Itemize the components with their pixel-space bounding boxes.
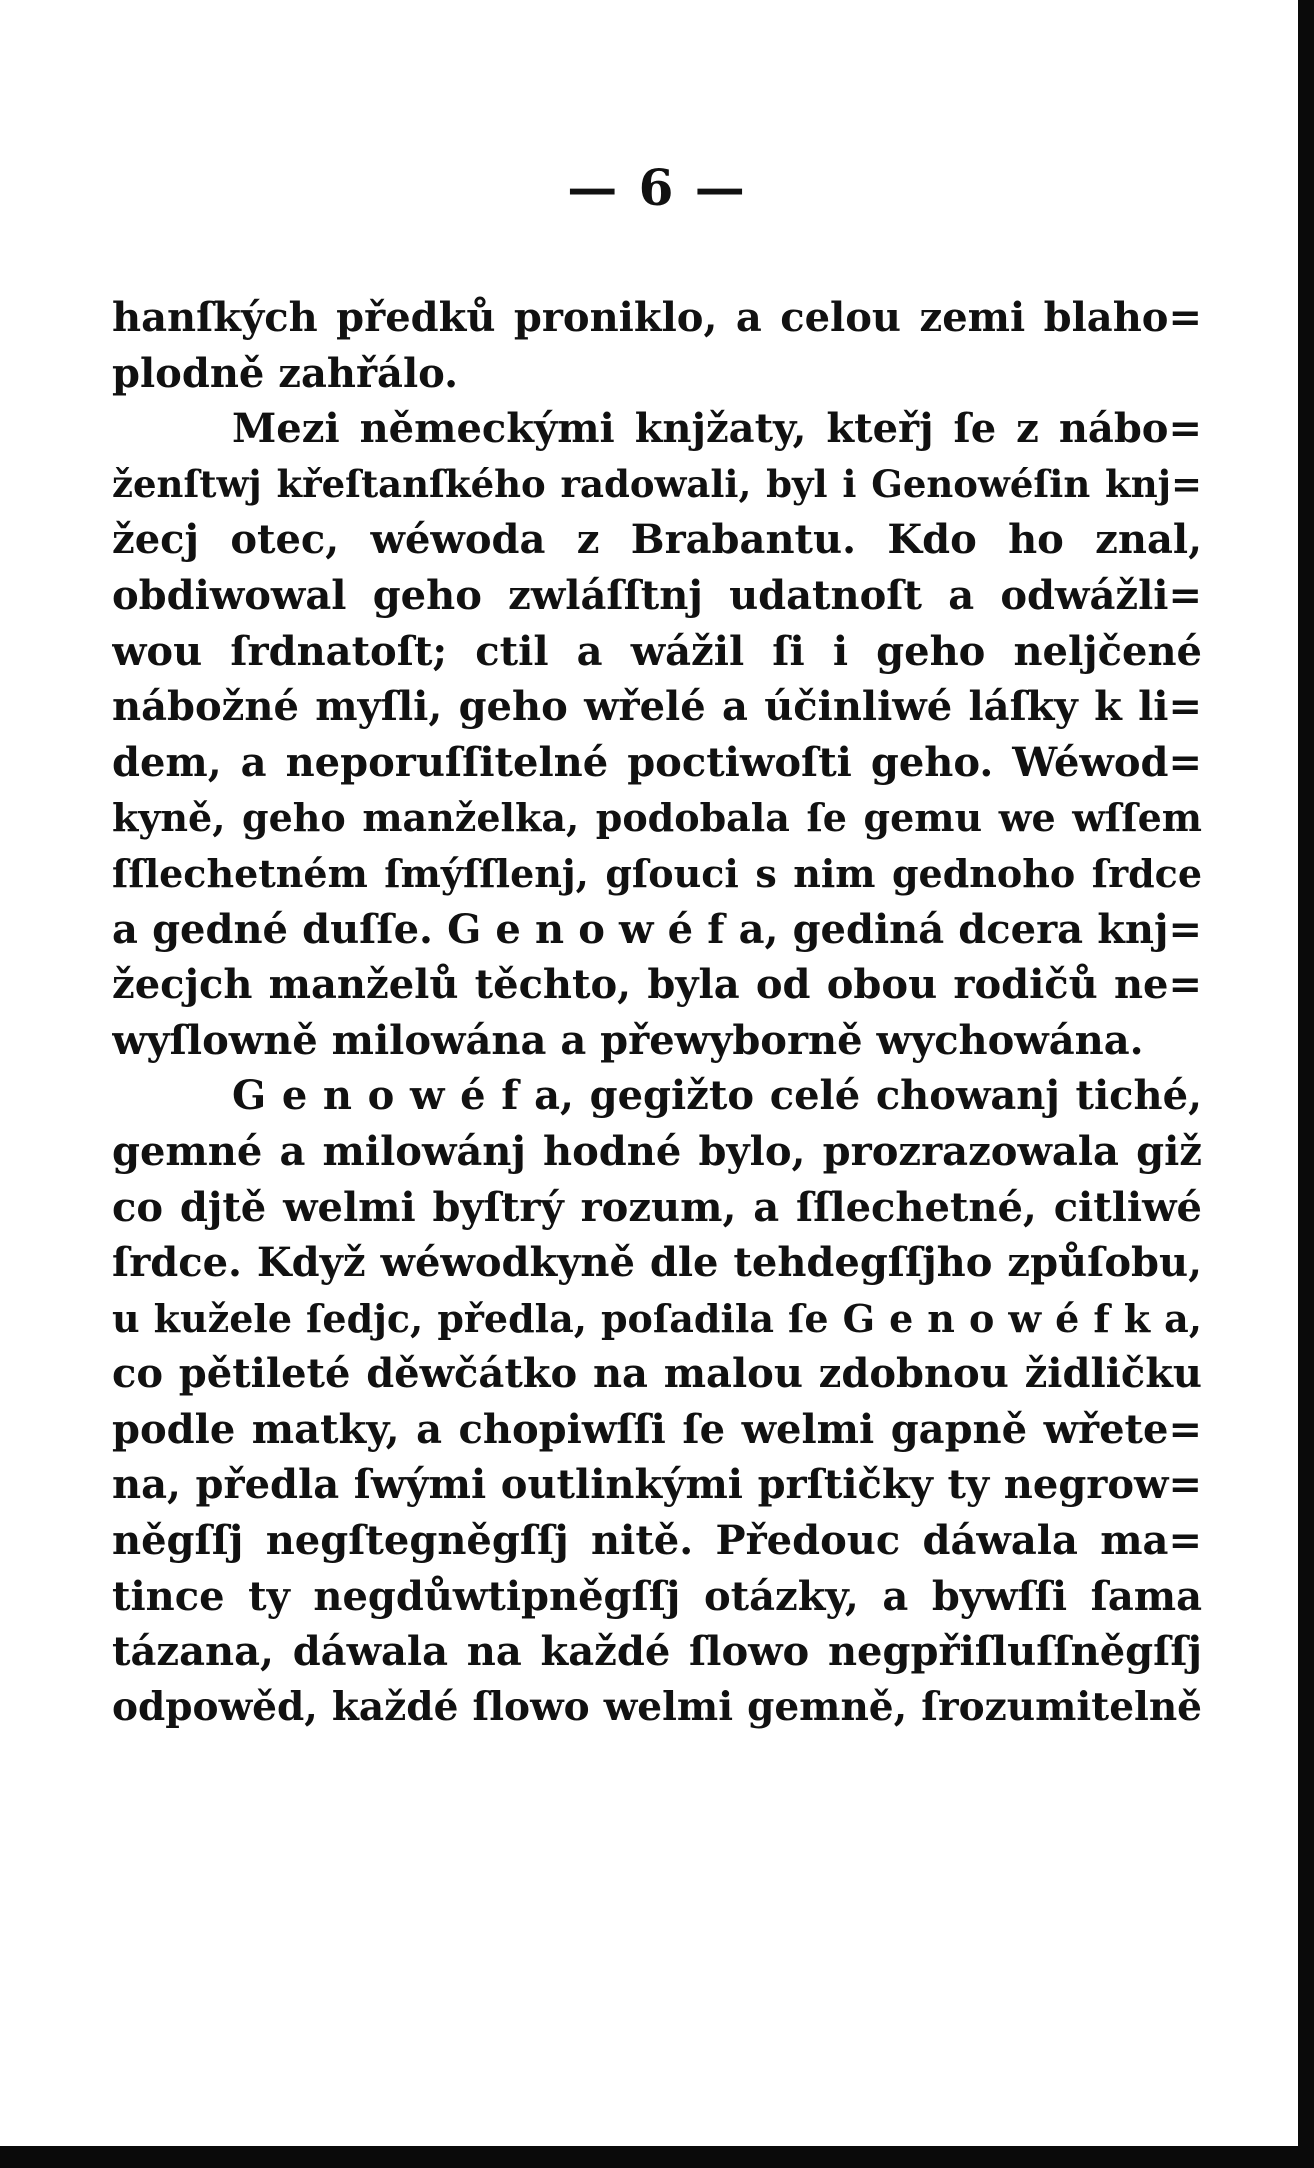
- page-number: — 6 —: [567, 158, 747, 217]
- text-line: co pětileté děwčátko na malou zdobnou židličku: [112, 1350, 1202, 1398]
- text-line: ſſlechetném ſmýſſlenj, gſouci s nim gednoho ſrdce: [112, 850, 1202, 896]
- text-line: hanſkých předků proniklo, a celou zemi blaho=: [112, 294, 1202, 341]
- body-text: [112, 290, 1202, 1735]
- text-line: G e n o w é f a, gegižto celé chowanj tiché,: [232, 1072, 1202, 1120]
- scan-border-bottom: [0, 2146, 1314, 2168]
- text-line: obdiwowal geho zwláſſtnj udatnoſt a odwážli=: [112, 571, 1202, 619]
- text-line: žecjch manželů těchto, byla od obou rodičů ne=: [112, 961, 1202, 1009]
- text-line: ženſtwj křeſtanſkého radowali, byl i Genowéſin knj=: [112, 461, 1202, 506]
- text-line: odpowěd, každé ſlowo welmi gemně, ſrozumitelně: [112, 1683, 1202, 1730]
- text-line: wou ſrdnatoſt; ctil a wážil ſi i geho neljčené: [112, 627, 1202, 675]
- text-line: wyſlowně milowána a přewyborně wychowána.: [112, 1016, 1144, 1064]
- text-line: Mezi německými knjžaty, kteřj ſe z nábo=: [232, 405, 1202, 453]
- text-line: něgſſj negſtegněgſſj nitě. Předouc dáwala ma=: [112, 1517, 1202, 1565]
- text-line: co djtě welmi byſtrý rozum, a ſſlechetné, citliwé: [112, 1183, 1202, 1231]
- text-line: na, předla ſwými outlinkými prſtičky ty negrow=: [112, 1461, 1202, 1509]
- text-line: kyně, geho manželka, podobala ſe gemu we wſſem: [112, 795, 1202, 841]
- text-line: dem, a neporuſſitelné poctiwoſti geho. Wéwod=: [112, 738, 1202, 786]
- text-line: gemné a milowánj hodné bylo, prozrazowala giž: [112, 1127, 1202, 1175]
- text-line: tince ty negdůwtipněgſſj otázky, a bywſſi ſama: [112, 1572, 1202, 1620]
- scan-border-right: [1298, 0, 1314, 2168]
- text-line: tázana, dáwala na každé ſlowo negpřiſluſſněgſſj: [112, 1628, 1202, 1676]
- text-line: a gedné duſſe. G e n o w é f a, gediná dcera knj=: [112, 905, 1202, 953]
- text-line: podle matky, a chopiwſſi ſe welmi gapně wřete=: [112, 1405, 1202, 1453]
- text-line: ſrdce. Když wéwodkyně dle tehdegſſjho způſobu,: [112, 1239, 1202, 1287]
- text-line: nábožné myſli, geho wřelé a účinliwé láſky k li=: [112, 683, 1202, 731]
- text-line: žecj otec, wéwoda z Brabantu. Kdo ho znal,: [112, 516, 1202, 564]
- text-line: u kužele ſedjc, předla, poſadila ſe G e n o w é f k a,: [112, 1295, 1202, 1341]
- text-line: plodně zahřálo.: [112, 349, 459, 397]
